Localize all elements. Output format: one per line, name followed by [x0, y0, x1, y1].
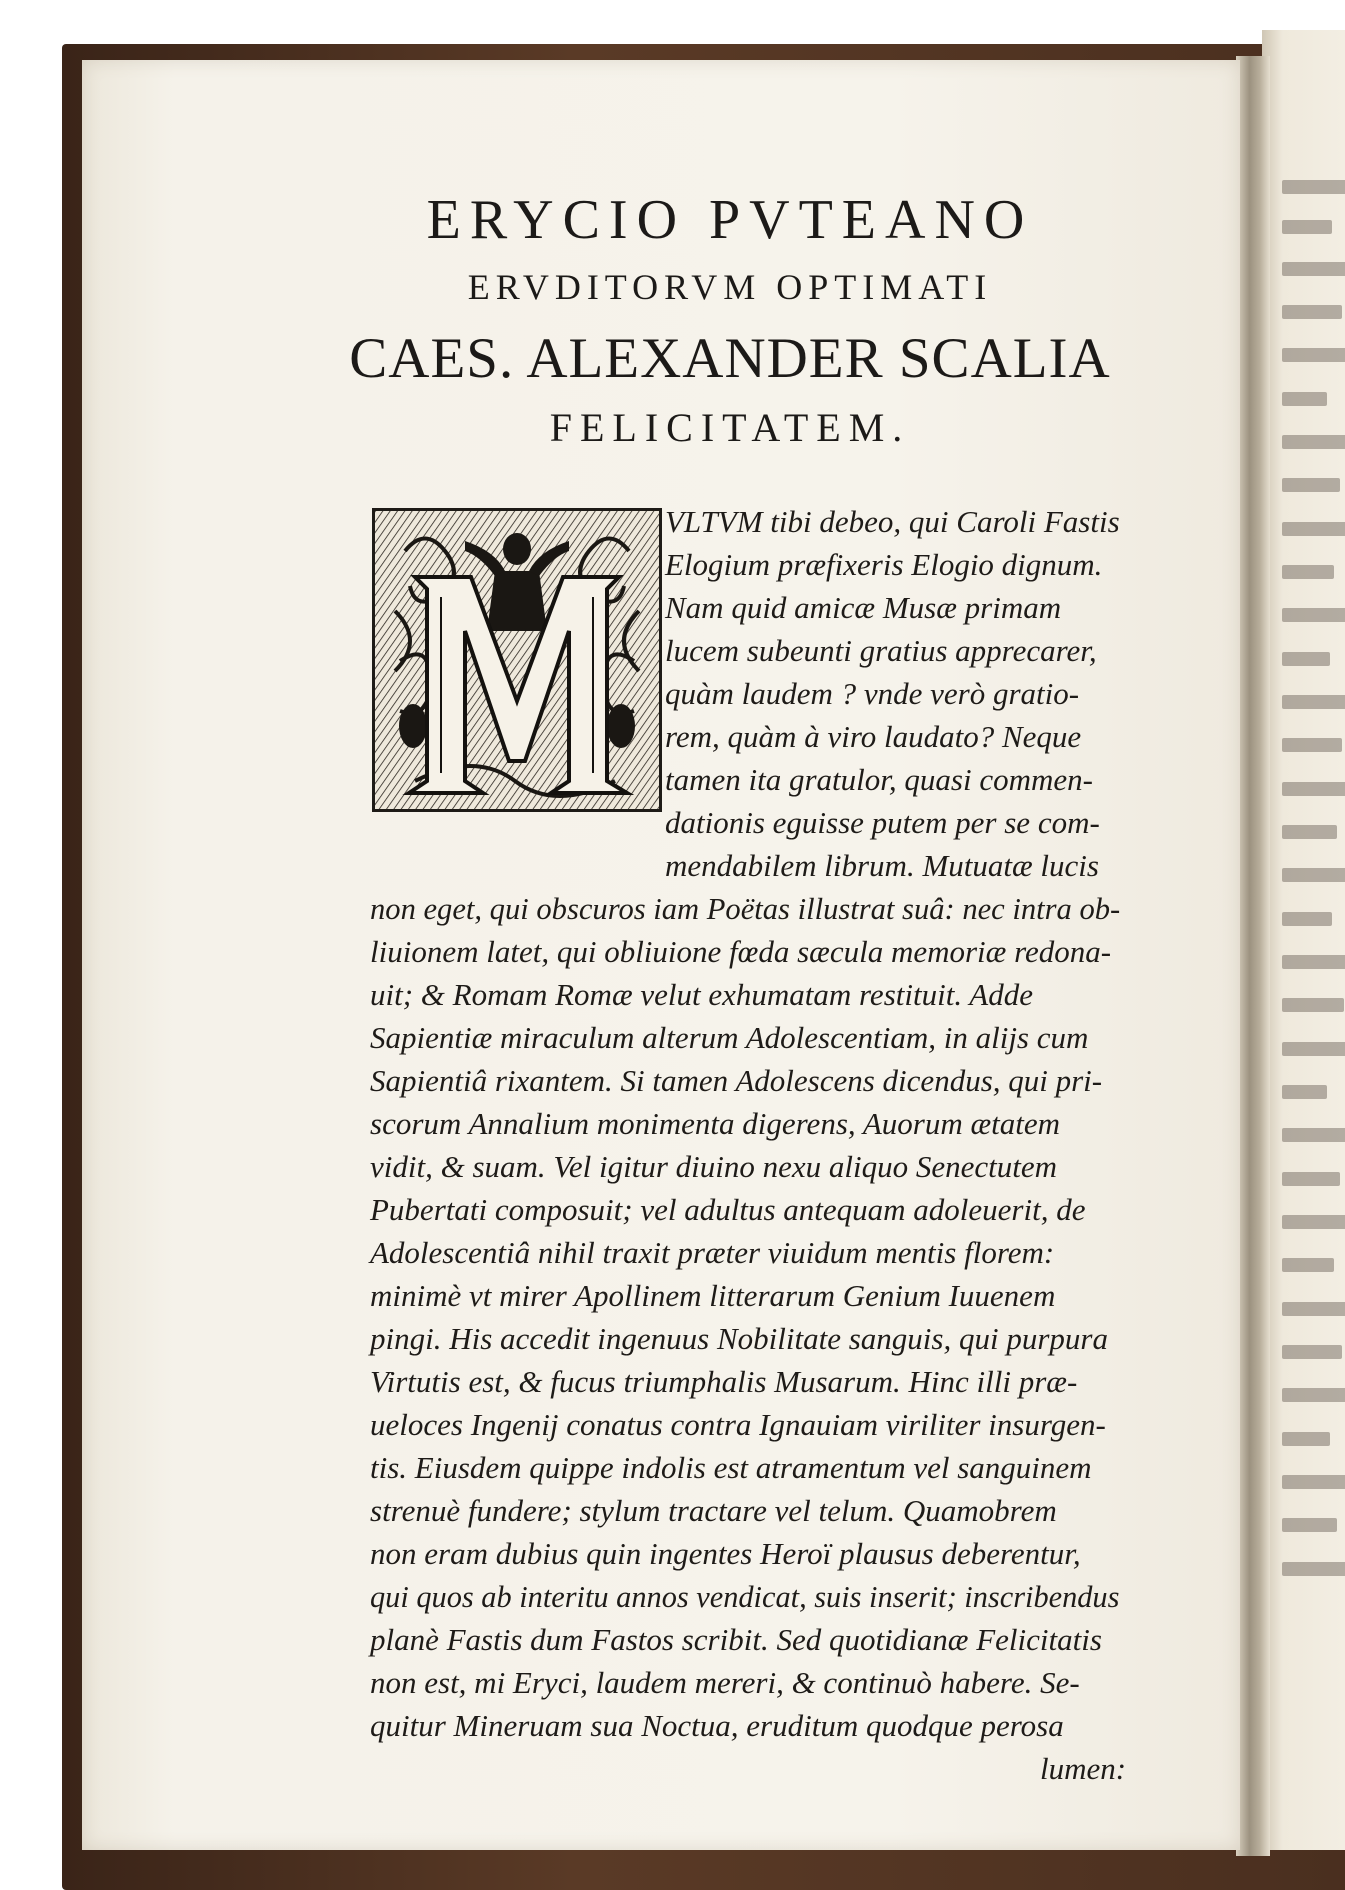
text-line: rem, quàm à viro laudato? Neque: [665, 719, 1082, 754]
text-line: strenuè fundere; stylum tractare vel telum. Quamobrem: [370, 1493, 1057, 1528]
text-line: tis. Eiusdem quippe indolis est atramentum vel sanguinem: [370, 1450, 1092, 1485]
text-line: uit; & Romam Romæ velut exhumatam restituit. Adde: [370, 977, 1033, 1012]
text-line: qui quos ab interitu annos vendicat, suis inserit; inscribendus: [370, 1579, 1120, 1614]
text-line: Elogium præfixeris Elogio dignum.: [665, 547, 1103, 582]
text-line: ueloces Ingenij conatus contra Ignauiam viriliter insurgen-: [370, 1407, 1106, 1442]
text-line: non eram dubius quin ingentes Heroï plausus deberentur,: [370, 1536, 1081, 1571]
text-line: lucem subeunti gratius apprecarer,: [665, 633, 1097, 668]
text-line: mendabilem librum. Mutuatæ lucis: [665, 848, 1099, 883]
text-line: quàm laudem ? vnde verò gratio-: [665, 676, 1080, 711]
text-line: quitur Mineruam sua Noctua, eruditum quodque perosa: [370, 1708, 1064, 1743]
text-line: liuionem latet, qui obliuione fœda sæcula memoriæ redona-: [370, 934, 1112, 969]
text-line: planè Fastis dum Fastos scribit. Sed quotidianæ Felicitatis: [370, 1622, 1102, 1657]
heading-line-2: ERVDITORVM OPTIMATI: [467, 267, 993, 307]
heading-line-4: FELICITATEM.: [549, 405, 911, 450]
text-line: Pubertati composuit; vel adultus antequam adoleuerit, de: [370, 1192, 1086, 1227]
text-line: Virtutis est, & fucus triumphalis Musarum. Hinc illi præ-: [370, 1364, 1078, 1399]
heading-line-3: CAES. ALEXANDER SCALIA: [349, 327, 1111, 390]
text-line: Sapientiæ miraculum alterum Adolescentiam, in alijs cum: [370, 1020, 1089, 1055]
text-line: dationis eguisse putem per se com-: [665, 805, 1100, 840]
text-line: tamen ita gratulor, quasi commen-: [665, 762, 1093, 797]
text-line: Sapientiâ rixantem. Si tamen Adolescens dicendus, qui pri-: [370, 1063, 1103, 1098]
text-line: vidit, & suam. Vel igitur diuino nexu aliquo Senectutem: [370, 1149, 1058, 1184]
text-line: pingi. His accedit ingenuus Nobilitate sanguis, qui purpura: [370, 1321, 1108, 1356]
text-line: scorum Annalium monimenta digerens, Auorum ætatem: [370, 1106, 1061, 1141]
heading-line-1: ERYCIO PVTEANO: [426, 189, 1034, 251]
text-line: non est, mi Eryci, laudem mereri, & continuò habere. Se-: [370, 1665, 1080, 1700]
text-line: Adolescentiâ nihil traxit præter viuidum mentis florem:: [370, 1235, 1055, 1270]
text-line: minimè vt mirer Apollinem litterarum Genium Iuuenem: [370, 1278, 1056, 1313]
catchword: lumen:: [1040, 1751, 1127, 1786]
text-line: VLTVM tibi debeo, qui Caroli Fastis: [665, 504, 1120, 539]
text-line: non eget, qui obscuros iam Poëtas illustrat suâ: nec intra ob-: [370, 891, 1121, 926]
text-line: Nam quid amicæ Musæ primam: [665, 590, 1062, 625]
